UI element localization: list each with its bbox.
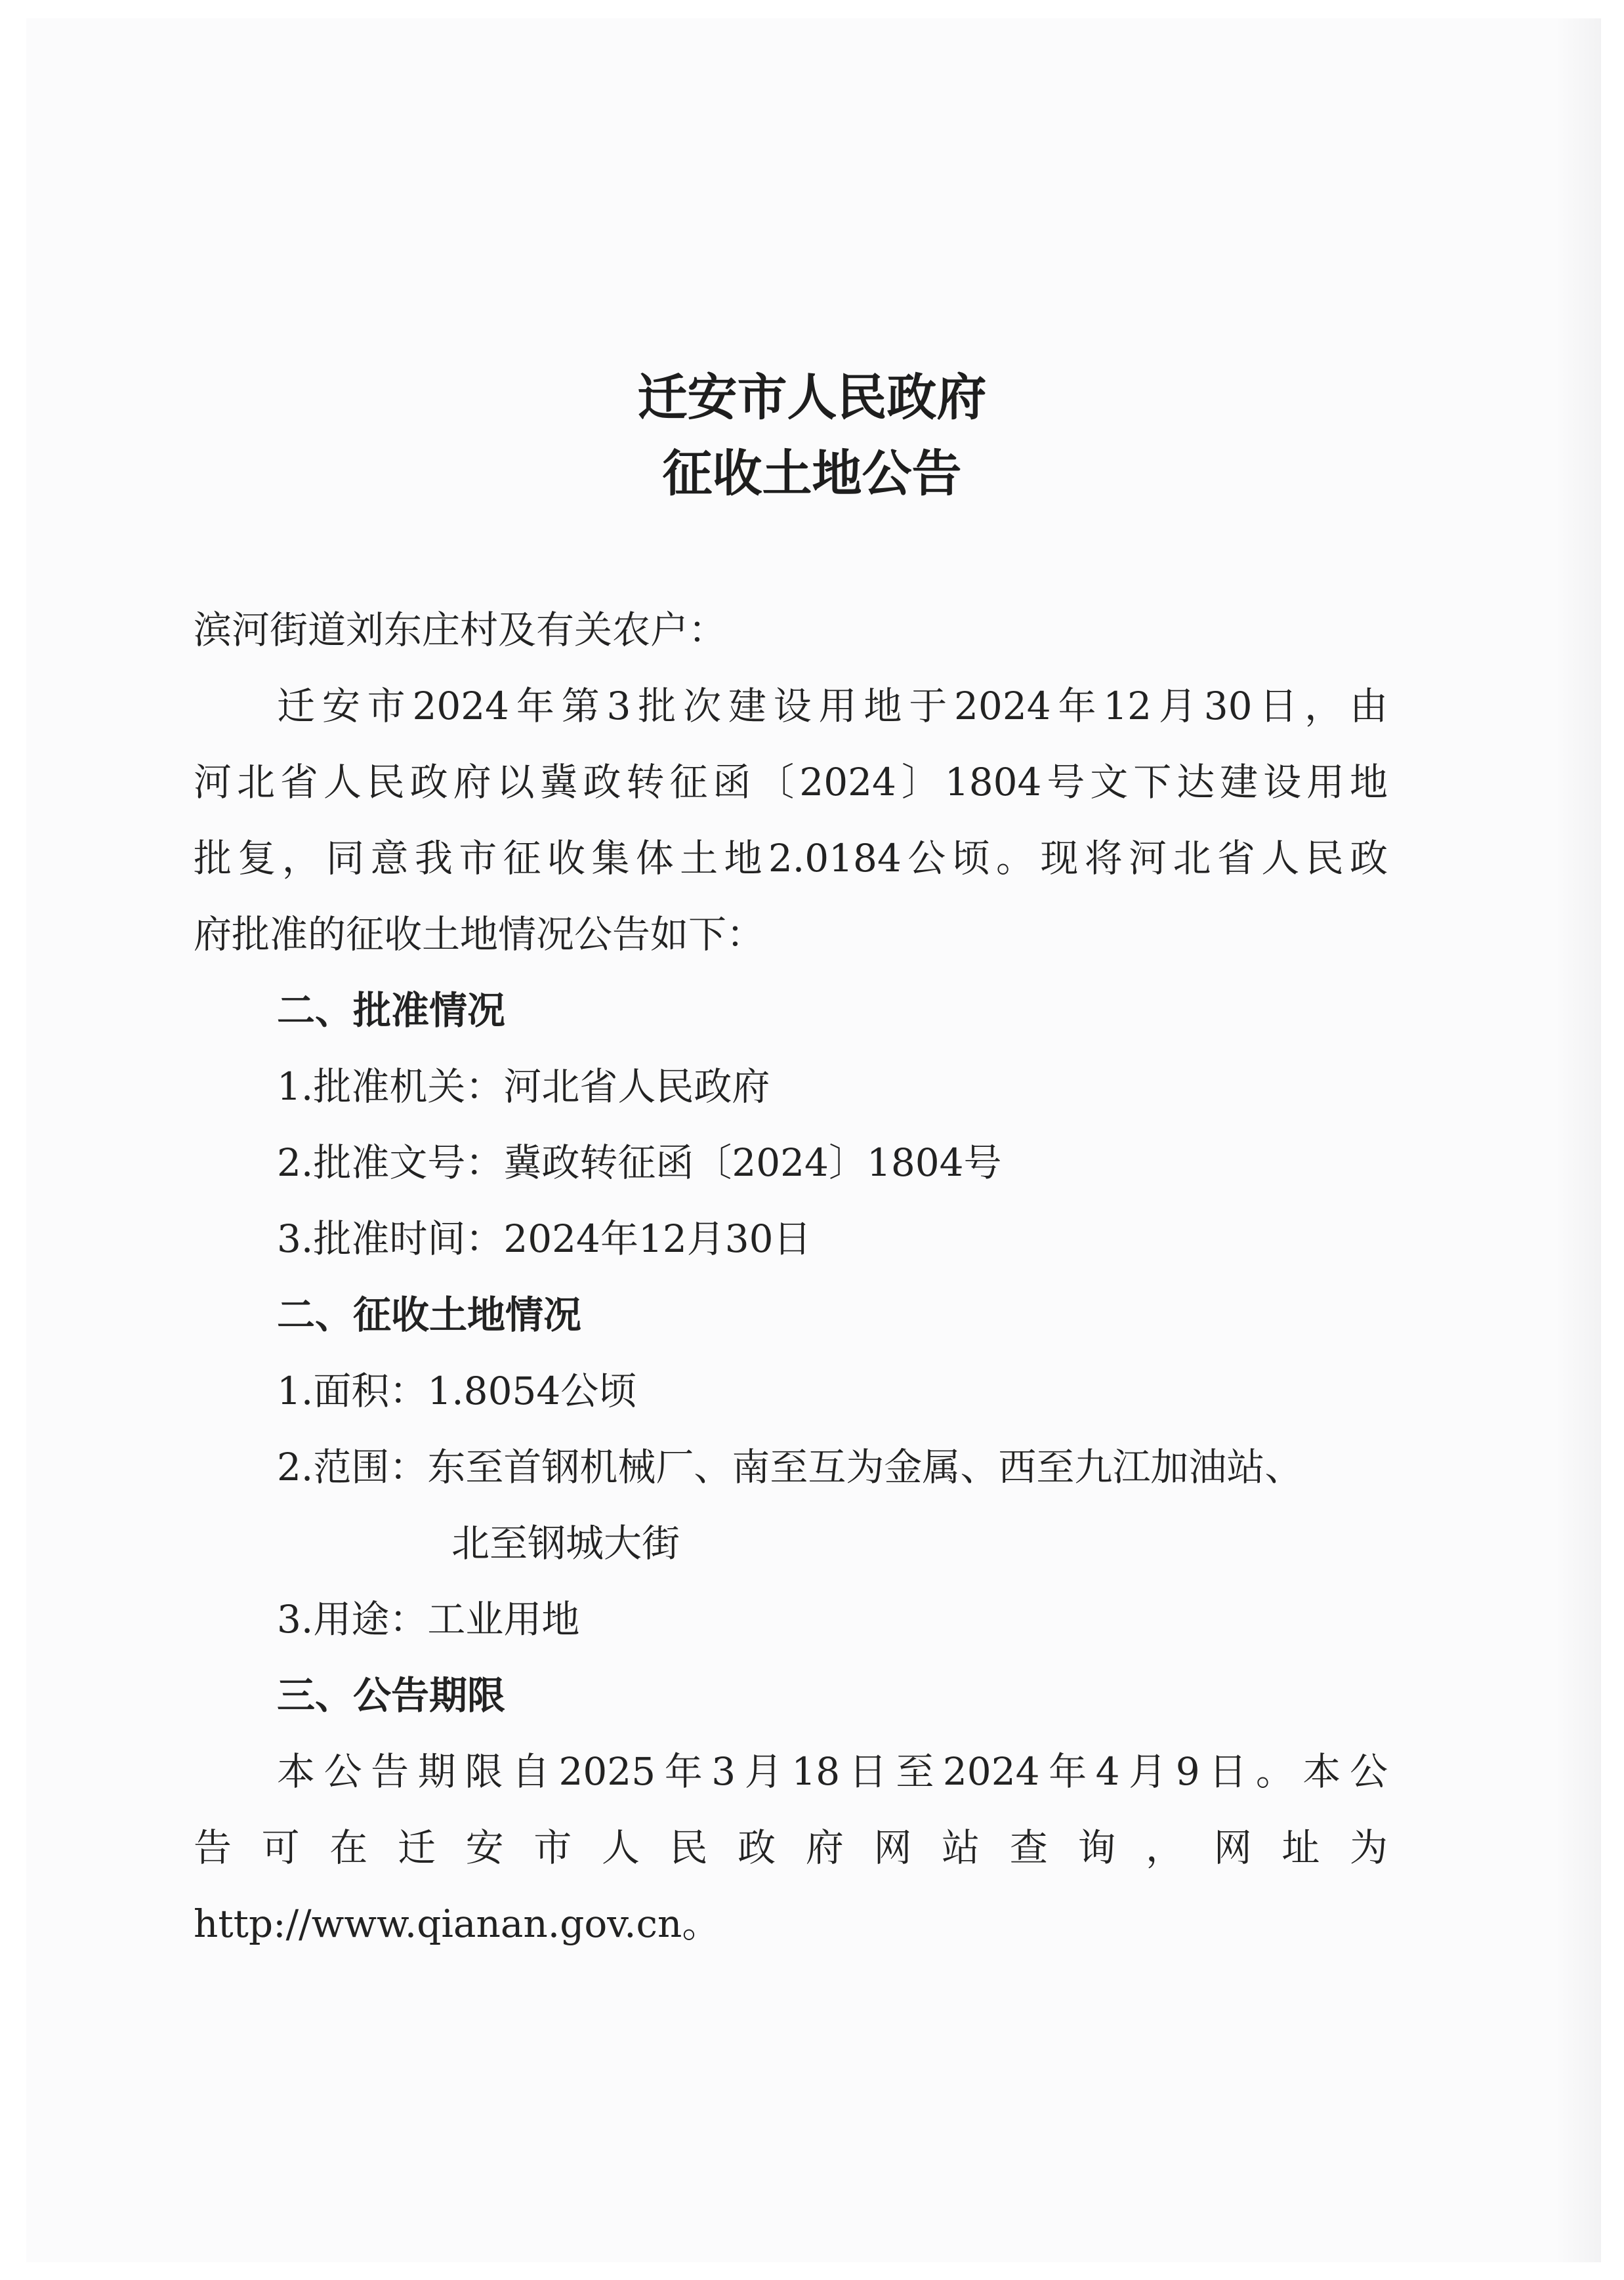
page-edge-shadow: [1555, 18, 1601, 2262]
section-heading-period: 三、公告期限: [277, 1673, 506, 1718]
period-line-2: 告可在迁安市人民政府网站查询，网址为: [194, 1825, 1388, 1870]
intro-line-2: 河北省人民政府以冀政转征函〔2024〕1804号文下达建设用地: [194, 760, 1388, 804]
period-line-1: 本公告期限自2025年3月18日至2024年4月9日。本公: [277, 1749, 1388, 1794]
section-heading-approval: 二、批准情况: [277, 988, 506, 1033]
salutation: 滨河街道刘东庄村及有关农户：: [194, 608, 727, 652]
intro-line-3: 批复，同意我市征收集体土地2.0184公顷。现将河北省人民政: [194, 836, 1388, 881]
intro-line-4: 府批准的征收土地情况公告如下：: [194, 912, 765, 957]
website-url: http://www.qianan.gov.cn。: [194, 1901, 720, 1946]
approval-document-number: 2.批准文号：冀政转征函〔2024〕1804号: [277, 1140, 1002, 1185]
land-range: 2.范围：东至首钢机械厂、南至互为金属、西至九江加油站、: [277, 1445, 1303, 1489]
land-use: 3.用途：工业用地: [277, 1597, 580, 1642]
approval-date: 3.批准时间：2024年12月30日: [277, 1216, 812, 1261]
land-area: 1.面积：1.8054公顷: [277, 1369, 637, 1413]
document-title: 迁安市人民政府: [637, 368, 987, 426]
approval-authority: 1.批准机关：河北省人民政府: [277, 1064, 770, 1109]
land-range-continued: 北至钢城大街: [451, 1521, 680, 1565]
intro-line-1: 迁安市2024年第3批次建设用地于2024年12月30日，由: [277, 684, 1388, 728]
document-subtitle: 征收土地公告: [662, 444, 962, 503]
section-heading-land: 二、征收土地情况: [277, 1293, 582, 1337]
